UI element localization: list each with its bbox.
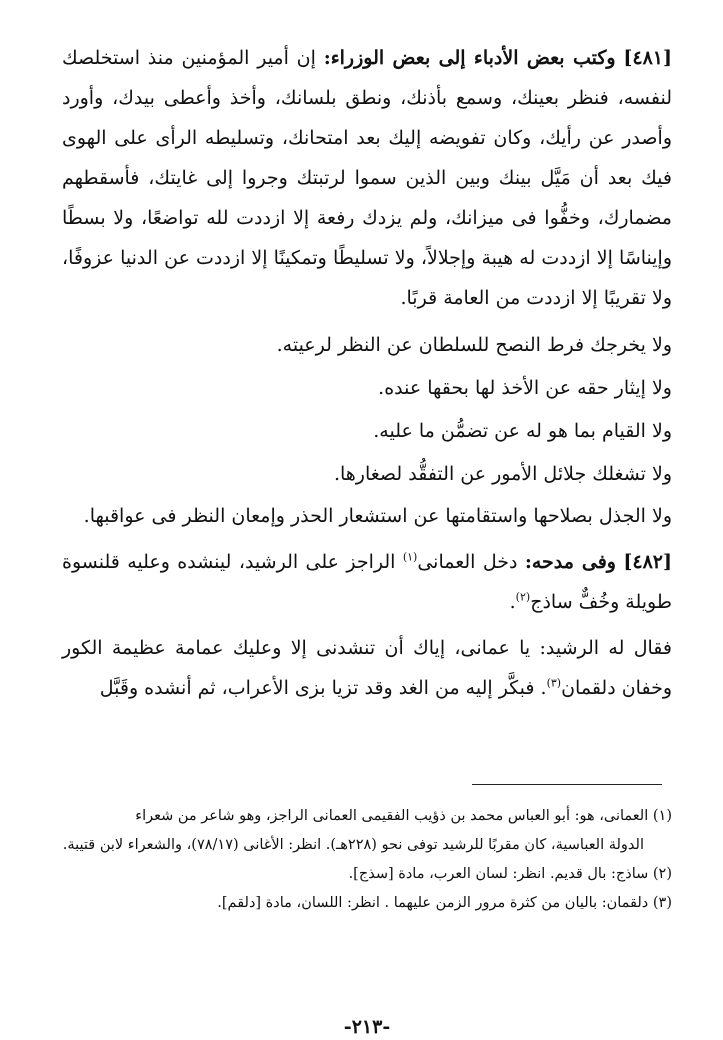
page-body — [62, 38, 672, 1038]
footnote-1 — [62, 802, 672, 860]
footnote-marker-3: (٣) — [546, 676, 562, 690]
entry-text: . فبكَّر إليه من الغد وقد تزيا بزى الأعراب، ثم أنشده وقَبَّل — [99, 677, 547, 699]
paragraph-closing: ولا الجذل بصلاحها واستقامتها عن استشعار الحذر وإمعان النظر فى عواقبها. — [83, 505, 672, 527]
entry-text: إن أمير المؤمنين منذ استخلصك لنفسه، فنظر بعينك، وسمع بأذنك، ونطق بلسانك، وأخذ وأعطى بيدك، وأورد وأصدر عن رأيك، وكان تفويضه إليك بعد امتحانك، وتسليطه الرأى على الهوى فيك بعد أن مَيَّل بينك وبين الذين سموا لرتبتك وجروا إلى غايتك، فأسقطهم مضمارك، وخفُّوا فى ميزانك، ولم يزدك رفعة إلا ازددت لله تواضعًا، ولا بسطًا وإيناسًا إلا ازددت له هيبة وإجلالاً، ولا تسليطًا وتمكينًا إلا ازددت عن الدنيا عزوفًا، ولا تقريبًا إلا ازددت من العامة قربًا. — [62, 47, 672, 309]
footnote-separator — [472, 784, 662, 785]
footnote-marker-2: (٢) — [515, 590, 531, 604]
entry-number: [٤٨١] — [623, 47, 672, 69]
entry-heading: وكتب بعض الأدباء إلى بعض الوزراء: — [323, 47, 616, 69]
entry-number: [٤٨٢] — [623, 551, 672, 573]
footnote-text: (١) العمانى، هو: أبو العباس محمد بن ذؤيب الفقيمى العمانى الراجز، وهو شاعر من شعراء — [135, 808, 672, 824]
entry-text: . — [509, 591, 516, 613]
footnote-text-continued: الدولة العباسية، كان مقربًا للرشيد توفى نحو (٢٢٨هـ). انظر: الأغانى (٧٨/١٧)، والشعراء لابن قتيبة. — [62, 837, 644, 853]
page-number: -٢١٣- — [343, 1016, 391, 1038]
paragraph-482 — [62, 542, 672, 622]
entry-text: دخل العمانى — [417, 551, 518, 573]
entry-text: الراجز على الرشيد، لينشده وعليه قلنسوة طويلة وخُفٌّ ساذج — [62, 551, 672, 613]
footnote-3: (٣) دلقمان: باليان من كثرة مرور الزمن عليهما . انظر: اللسان، مادة [دلقم]. — [217, 895, 672, 911]
footnote-2: (٢) ساذج: بال قديم. انظر: لسان العرب، مادة [سذج]. — [348, 866, 672, 882]
text-line-2: ولا إيثار حقه عن الأخذ لها بحقها عنده. — [378, 377, 672, 399]
paragraph-481 — [62, 38, 672, 318]
text-line-4: ولا تشغلك جلائل الأمور عن التفقُّد لصغارها. — [333, 463, 672, 485]
text-line-3: ولا القيام بما هو له عن تضمُّن ما عليه. — [373, 420, 672, 442]
footnotes — [62, 802, 672, 918]
text-line-1: ولا يخرجك فرط النصح للسلطان عن النظر لرعيته. — [276, 334, 672, 356]
entry-text: فقال له الرشيد: يا عمانى، إياك أن تنشدنى إلا وعليك عمامة عظيمة الكور وخفان دلقمان — [62, 637, 672, 699]
entry-heading: وفى مدحه: — [524, 551, 616, 573]
footnote-marker-1: (١) — [402, 550, 418, 564]
paragraph-final — [62, 628, 672, 708]
